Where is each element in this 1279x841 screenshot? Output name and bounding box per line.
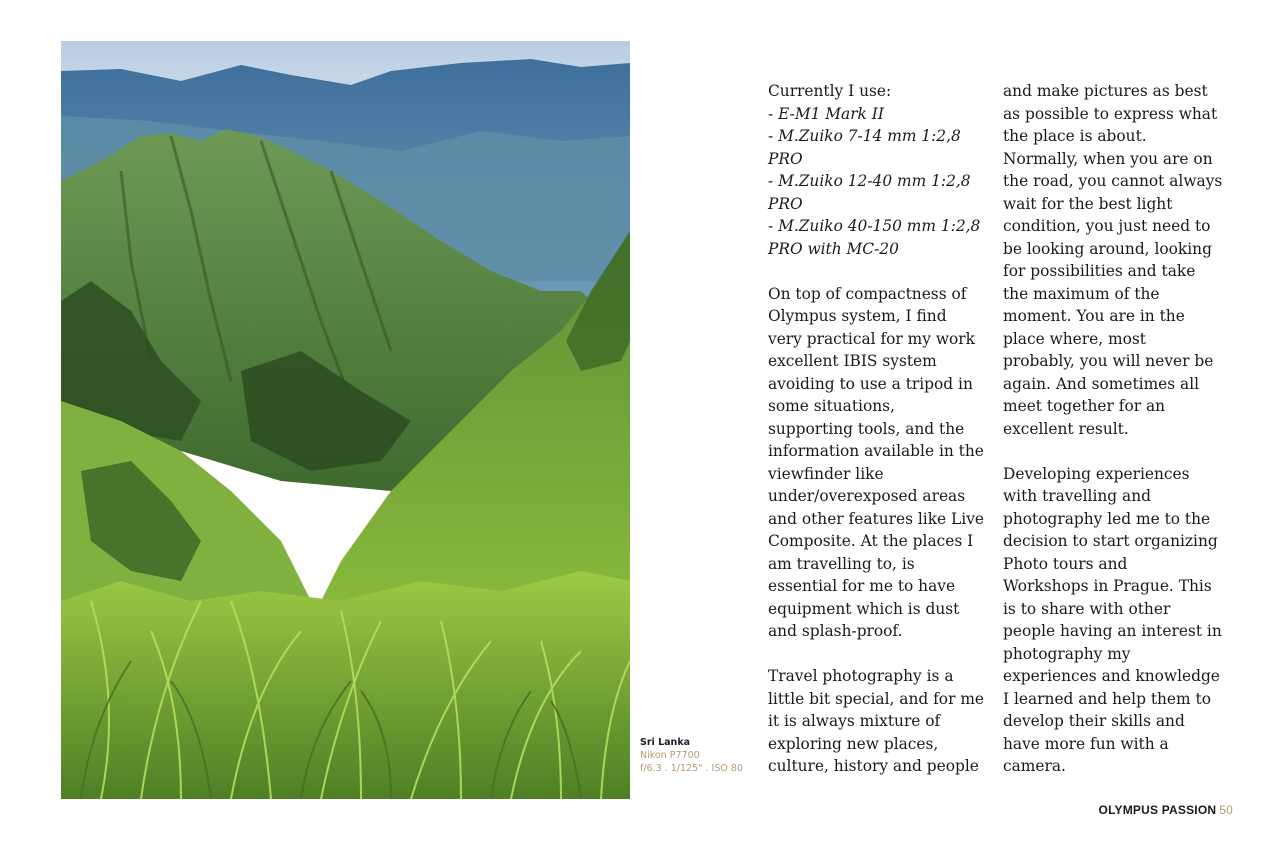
article-paragraph: On top of compactness of Olympus system, I find very practical for my work excellent IBIS system avoiding to use a tripod in some situations, supporting tools, and the information available in the viewfinder like under/overexposed areas and other features like Live Composite. At the places I am travelling to, is essential for me to have equipment which is dust and splash-proof. — [768, 284, 985, 640]
equipment-item: - M.Zuiko 40-150 mm 1:2,8 — [768, 217, 981, 235]
equipment-item: PRO with MC-20 — [768, 239, 899, 258]
equipment-item: PRO — [768, 149, 803, 168]
equipment-item: PRO — [768, 194, 803, 213]
equipment-item: - M.Zuiko 7-14 mm 1:2,8 — [768, 127, 961, 145]
landscape-photo — [61, 41, 630, 799]
article-paragraph: and make pictures as best as possible to express what the place is about. Normally, when you are on the road, you cannot always wait for the best light condition, you just need to be looking around, looking for possibilities and take the maximum of the moment. You are in the place where, most probably, you will never be again. And sometimes all meet together for an excellent result. — [1003, 82, 1223, 438]
article-paragraph: Travel photography is a little bit special, and for me it is always mixture of exploring new places, culture, history and people — [768, 667, 985, 775]
caption-location: Sri Lanka — [640, 737, 691, 748]
equipment-list — [768, 80, 992, 260]
equipment-item: - M.Zuiko 12-40 mm 1:2,8 — [768, 172, 971, 190]
photo-caption — [640, 736, 750, 775]
equipment-text — [768, 82, 980, 258]
caption-settings: f/6.3 . 1/125" . ISO 80 — [640, 763, 743, 774]
equipment-item: - E-M1 Mark II — [768, 104, 884, 123]
caption-camera: Nikon P7700 — [640, 750, 700, 761]
page-footer — [1099, 803, 1233, 817]
mountain-valley-image — [61, 41, 630, 799]
article-paragraph: Developing experiences with travelling and photography led me to the decision to start organizing Photo tours and Workshops in Prague. This is to share with other people having an interest in photography my experiences and knowledge I learned and help them to develop their skills and have more fun with a camera. — [1003, 464, 1222, 775]
article-column-1 — [768, 80, 992, 778]
page-number: 50 — [1219, 803, 1233, 817]
magazine-name: OLYMPUS PASSION — [1098, 803, 1217, 817]
article-column-2 — [1003, 80, 1229, 778]
equipment-heading: Currently I use: — [768, 82, 892, 100]
